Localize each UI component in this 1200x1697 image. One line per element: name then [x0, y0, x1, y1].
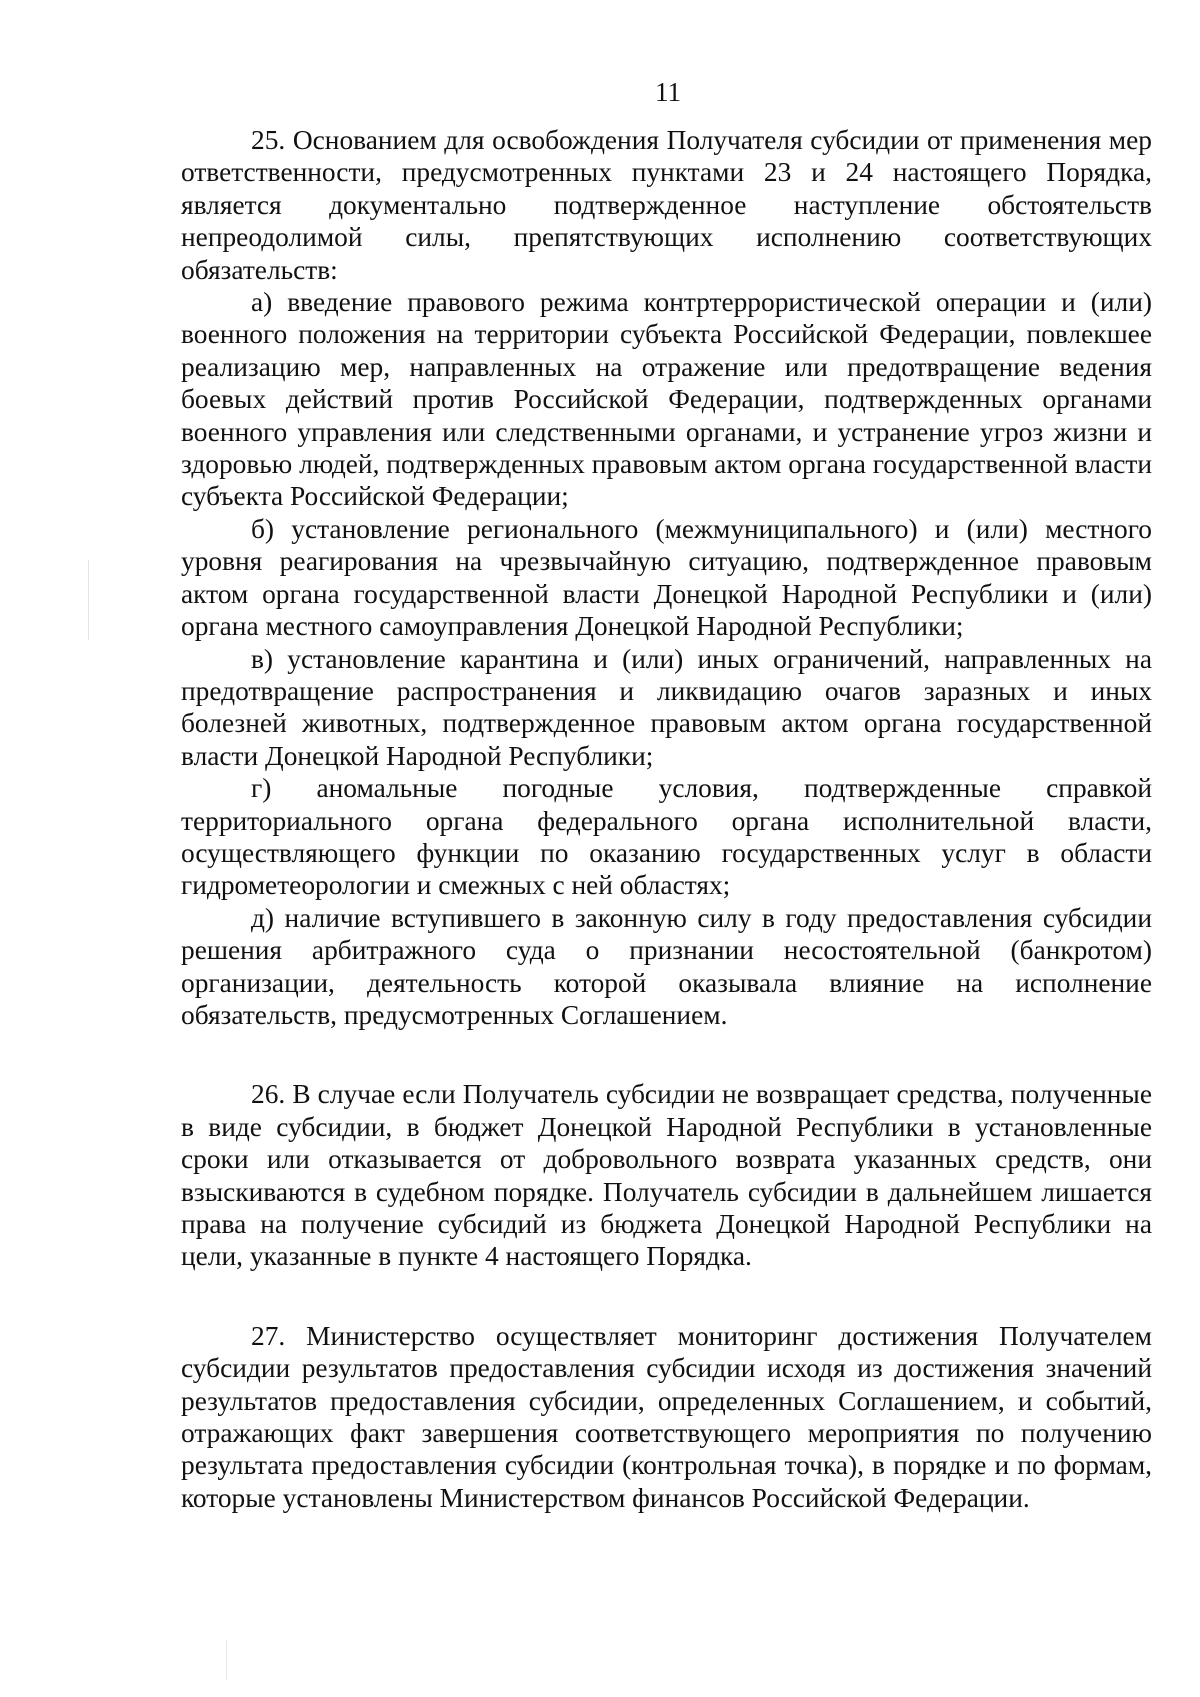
list-item-b: б) установление регионального (межмуниципального) и (или) местного уровня реагирования на чрезвычайную ситуацию, подтвержденное правовым актом органа государственной власти Донецкой Народной Республики и (или) органа местного самоуправления Донецкой Народной Республики; — [181, 513, 1152, 642]
scan-artifact — [226, 1640, 227, 1680]
paragraph-27: 27. Министерство осуществляет мониторинг достижения Получателем субсидии результатов предоставления субсидии исходя из достижения значений результатов предоставления субсидии, определенных Соглашением, и событий, отражающих факт завершения соответствующего мероприятия по получению результата предоставления субсидии (контрольная точка), в порядке и по формам, которые установлены Министерством финансов Российской Федерации. — [181, 1320, 1152, 1513]
page-number: 11 — [655, 77, 681, 107]
list-item-v: в) установление карантина и (или) иных ограничений, направленных на предотвращение распространения и ликвидацию очагов заразных и иных болезней животных, подтвержденное правовым актом органа государственной власти Донецкой Народной Республики; — [181, 643, 1152, 771]
paragraph-25: 25. Основанием для освобождения Получателя субсидии от применения мер ответственности, предусмотренных пунктами 23 и 24 настоящего Порядка, является документально подтвержденное наступление обстоятельств непреодолимой силы, препятствующих исполнению соответствующих обязательств: — [181, 125, 1152, 285]
list-item-d: д) наличие вступившего в законную силу в году предоставления субсидии решения арбитражного суда о признании несостоятельной (банкротом) организации, деятельность которой оказывала влияние на исполнение обязательств, предусмотренных Соглашением. — [181, 902, 1152, 1030]
document-body — [181, 124, 1152, 1514]
scan-artifact — [88, 560, 89, 640]
list-item-a: а) введение правового режима контртеррористической операции и (или) военного положения на территории субъекта Российской Федерации, повлекшее реализацию мер, направленных на отражение или предотвращение ведения боевых действий против Российской Федерации, подтвержденных органами военного управления или следственными органами, и устранение угроз жизни и здоровью людей, подтвержденных правовым актом органа государственной власти субъекта Российской Федерации; — [181, 287, 1152, 512]
paragraph-26: 26. В случае если Получатель субсидии не возвращает средства, полученные в виде субсидии, в бюджет Донецкой Народной Республики в установленные сроки или отказывается от добровольного возврата указанных средств, они взыскиваются в судебном порядке. Получатель субсидии в дальнейшем лишается права на получение субсидий из бюджета Донецкой Народной Республики на цели, указанные в пункте 4 настоящего Порядка. — [181, 1079, 1152, 1272]
list-item-g: г) аномальные погодные условия, подтвержденные справкой территориального органа федерального органа исполнительной власти, осуществляющего функции по оказанию государственных услуг в области гидрометеорологии и смежных с ней областях; — [181, 773, 1152, 901]
